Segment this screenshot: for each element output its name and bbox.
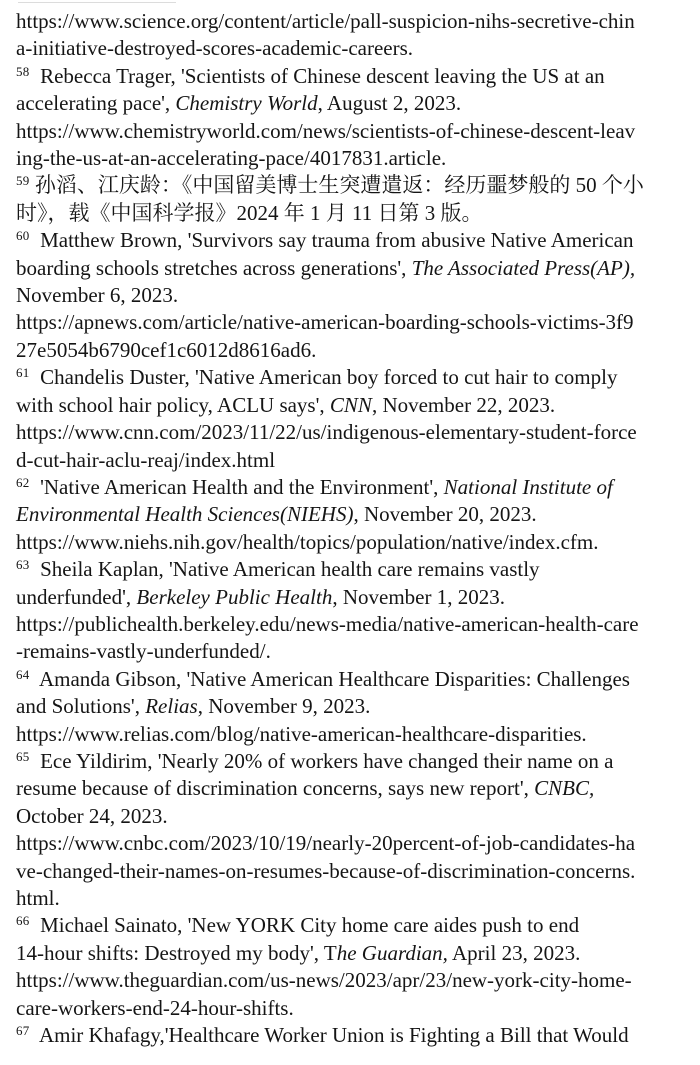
footnote-number: 65 — [16, 748, 30, 764]
text-run: a-initiative-destroyed-scores-academic-careers. — [16, 36, 414, 61]
reference-line — [16, 912, 700, 939]
text-run: https://publichealth.berkeley.edu/news-media/native-american-health-care — [16, 611, 639, 636]
reference-line — [16, 748, 700, 775]
text-run: Ece Yildirim, 'Nearly 20% of workers have changed their name on a — [29, 748, 614, 773]
text-run: 27e5054b6790cef1c6012d8616ad6. — [16, 337, 317, 362]
reference-line — [16, 584, 700, 611]
text-run: Michael Sainato, 'New YORK City home care aides push to end — [29, 913, 580, 938]
footnote-number: 62 — [16, 474, 30, 490]
references-text — [16, 8, 700, 1049]
text-run: -remains-vastly-underfunded/. — [16, 639, 271, 664]
reference-line — [16, 885, 700, 912]
reference-line — [16, 803, 700, 830]
reference-line — [16, 775, 700, 802]
text-run: https://www.relias.com/blog/native-american-healthcare-disparities. — [16, 721, 587, 746]
reference-line — [16, 63, 700, 90]
reference-line — [16, 200, 700, 227]
text-run: , November 1, 2023. — [332, 584, 505, 609]
reference-line — [16, 474, 700, 501]
text-run: resume because of discrimination concerns, says new report', — [16, 776, 535, 801]
footnote-number: 58 — [16, 63, 30, 79]
text-run: 时》，载《中国科学报》2024 年 1 月 11 日第 3 版。 — [16, 200, 483, 225]
text-run: boarding schools stretches across generations', — [16, 255, 412, 280]
reference-line — [16, 967, 700, 994]
source-title-italic: he Guardian, — [336, 940, 448, 965]
source-title-italic: Relias — [145, 694, 198, 719]
reference-line — [16, 35, 700, 62]
text-run: accelerating pace', — [16, 91, 176, 116]
text-run: https://www.niehs.nih.gov/health/topics/population/native/index.cfm. — [16, 529, 599, 554]
reference-line — [16, 666, 700, 693]
text-run: 'Native American Health and the Environment', — [29, 474, 444, 499]
reference-line — [16, 8, 700, 35]
reference-line — [16, 721, 700, 748]
source-title-italic: Environmental Health Sciences(NIEHS) — [16, 502, 354, 527]
reference-line — [16, 693, 700, 720]
text-run: https://apnews.com/article/native-american-boarding-schools-victims-3f9 — [16, 310, 634, 335]
reference-line — [16, 995, 700, 1022]
text-run: 14-hour shifts: Destroyed my body', T — [16, 940, 337, 965]
reference-line — [16, 501, 700, 528]
text-run: April 23, 2023. — [447, 940, 581, 965]
text-run: ing-the-us-at-an-accelerating-pace/4017831.article. — [16, 146, 447, 171]
reference-line — [16, 858, 700, 885]
text-run: , November 20, 2023. — [353, 502, 537, 527]
text-run: Chandelis Duster, 'Native American boy forced to cut hair to comply — [29, 365, 618, 390]
text-run: with school hair policy, ACLU says', — [16, 392, 330, 417]
reference-line — [16, 638, 700, 665]
text-run: and Solutions', — [16, 694, 146, 719]
text-run: October 24, 2023. — [16, 803, 168, 828]
reference-line — [16, 172, 700, 199]
footnote-number: 59 — [16, 173, 30, 189]
reference-line — [16, 90, 700, 117]
footnote-number: 64 — [16, 666, 30, 682]
footnote-number: 61 — [16, 365, 30, 381]
reference-line — [16, 556, 700, 583]
text-run: 孙滔、江庆龄：《中国留美博士生突遭遣返：经历噩梦般的 50 个小 — [29, 173, 644, 198]
reference-line — [16, 337, 700, 364]
source-title-italic: The Associated Press(AP), — [411, 255, 636, 280]
footnote-number: 60 — [16, 228, 30, 244]
page-crop-artifact — [18, 2, 176, 3]
text-run: , November 22, 2023. — [371, 392, 556, 417]
text-run: November 6, 2023. — [16, 283, 179, 308]
reference-line — [16, 1022, 700, 1049]
reference-line — [16, 611, 700, 638]
footnote-number: 66 — [16, 913, 30, 929]
reference-line — [16, 392, 700, 419]
text-run: Sheila Kaplan, 'Native American health care remains vastly — [29, 557, 540, 582]
source-title-italic: Berkeley Public Health — [136, 584, 333, 609]
footnote-number: 67 — [16, 1023, 30, 1039]
text-run: , August 2, 2023. — [317, 91, 462, 116]
reference-line — [16, 830, 700, 857]
text-run: Amanda Gibson, 'Native American Healthcare Disparities: Challenges — [29, 666, 630, 691]
source-title-italic: CNN — [329, 392, 372, 417]
footnote-number: 63 — [16, 557, 30, 573]
reference-line — [16, 145, 700, 172]
text-run: https://www.science.org/content/article/pall-suspicion-nihs-secretive-chin — [16, 9, 635, 33]
text-run: https://www.cnn.com/2023/11/22/us/indigenous-elementary-student-force — [16, 420, 637, 445]
reference-line — [16, 255, 700, 282]
text-run: care-workers-end-24-hour-shifts. — [16, 995, 294, 1020]
reference-line — [16, 529, 700, 556]
text-run: Rebecca Trager, 'Scientists of Chinese descent leaving the US at an — [29, 63, 605, 88]
reference-line — [16, 364, 700, 391]
source-title-italic: CNBC, — [534, 776, 595, 801]
source-title-italic: National Institute of — [443, 474, 613, 499]
text-run: , November 9, 2023. — [197, 694, 371, 719]
reference-line — [16, 940, 700, 967]
reference-line — [16, 309, 700, 336]
text-run: https://www.chemistryworld.com/news/scientists-of-chinese-descent-leav — [16, 118, 636, 143]
text-run: underfunded', — [16, 584, 137, 609]
reference-line — [16, 447, 700, 474]
reference-line — [16, 282, 700, 309]
text-run: html. — [16, 886, 60, 910]
source-title-italic: Chemistry World — [175, 91, 318, 116]
text-run: Amir Khafagy,'Healthcare Worker Union is Fighting a Bill that Would — [29, 1023, 629, 1048]
text-run: Matthew Brown, 'Survivors say trauma from abusive Native American — [29, 228, 634, 253]
reference-line — [16, 419, 700, 446]
reference-line — [16, 227, 700, 254]
text-run: https://www.theguardian.com/us-news/2023/apr/23/new-york-city-home- — [16, 968, 632, 993]
reference-line — [16, 118, 700, 145]
text-run: ve-changed-their-names-on-resumes-because-of-discrimination-concerns. — [16, 858, 636, 883]
text-run: d-cut-hair-aclu-reaj/index.html — [16, 447, 276, 472]
text-run: https://www.cnbc.com/2023/10/19/nearly-20percent-of-job-candidates-ha — [16, 831, 636, 856]
